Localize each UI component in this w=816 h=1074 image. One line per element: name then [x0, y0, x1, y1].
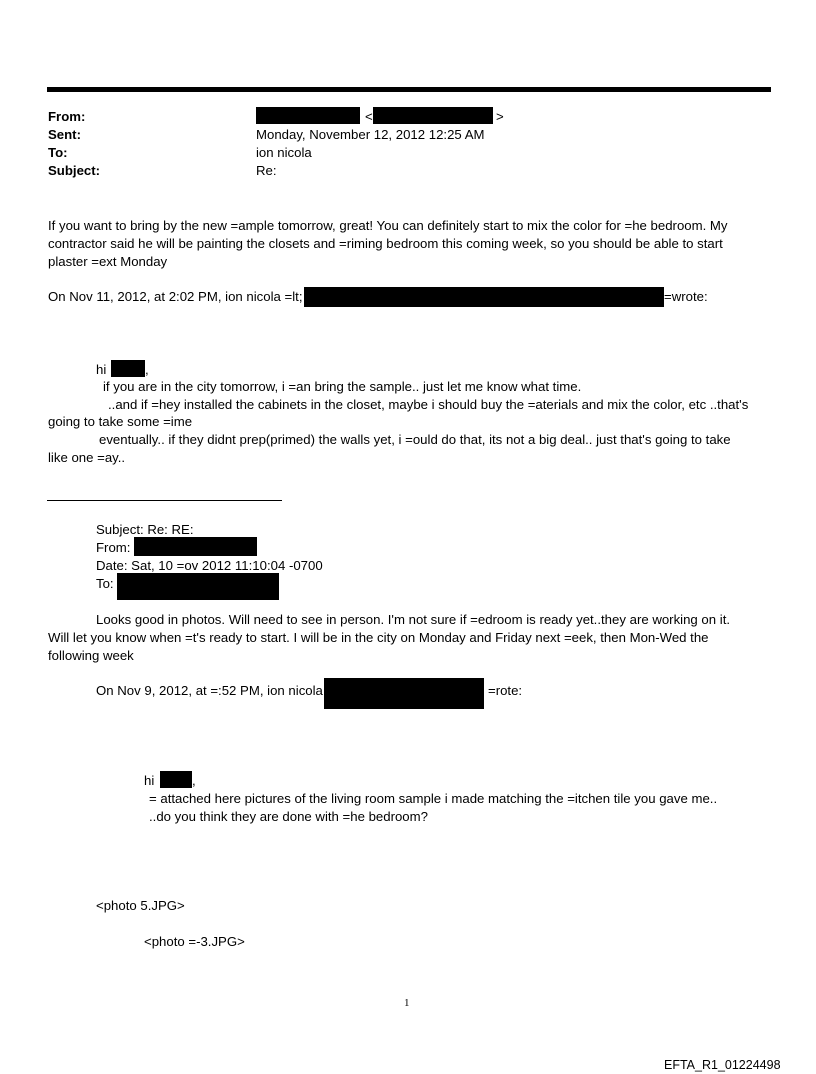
message-line: ..do you think they are done with =he bedroom? — [149, 809, 428, 824]
quote-header-prefix: On Nov 11, 2012, at 2:02 PM, ion nicola =lt; — [48, 289, 303, 304]
page-number: 1 — [404, 997, 410, 1009]
body-line: If you want to bring by the new =ample tomorrow, great! You can definitely start to mix the color for =he bedroom. My — [48, 218, 728, 233]
message-line: = attached here pictures of the living room sample i made matching the =itchen tile you gave me.. — [149, 791, 718, 806]
redaction-box — [160, 771, 192, 788]
redaction-box — [256, 107, 360, 124]
quote-header-suffix: =rote: — [488, 683, 523, 698]
fwd-to-label: To: — [96, 576, 114, 591]
greeting-comma: , — [145, 362, 149, 377]
message-line: eventually.. if they didnt prep(primed) the walls yet, i =ould do that, its not a big deal.. just that's going to take — [99, 432, 731, 447]
message-line: if you are in the city tomorrow, i =an bring the sample.. just let me know what time. — [103, 379, 582, 394]
separator-rule — [47, 500, 282, 501]
to-label: To: — [48, 145, 68, 160]
quote-header-suffix: =wrote: — [664, 289, 708, 304]
greeting: hi — [96, 362, 107, 377]
redaction-box — [324, 678, 484, 709]
attachment-placeholder: <photo 5.JPG> — [96, 898, 185, 913]
to-value: ion nicola — [256, 145, 312, 160]
sent-label: Sent: — [48, 127, 81, 142]
fwd-subject: Subject: Re: RE: — [96, 522, 194, 537]
message-line: like one =ay.. — [48, 450, 126, 465]
fwd-from-label: From: — [96, 540, 131, 555]
body-line: plaster =ext Monday — [48, 254, 168, 269]
header-rule — [47, 87, 771, 92]
greeting: hi — [144, 773, 155, 788]
quote-header-prefix: On Nov 9, 2012, at =:52 PM, ion nicola — [96, 683, 323, 698]
subject-value: Re: — [256, 163, 277, 178]
message-line: ..and if =hey installed the cabinets in the closet, maybe i should buy the =aterials and mix the color, etc ..that's — [108, 397, 749, 412]
redaction-box — [134, 537, 257, 556]
fwd-body-line: Looks good in photos. Will need to see in person. I'm not sure if =edroom is ready yet..they are working on it. — [96, 612, 731, 627]
message-line: going to take some =ime — [48, 414, 193, 429]
redaction-box — [304, 287, 664, 307]
fwd-body-line: Will let you know when =t's ready to start. I will be in the city on Monday and Friday next =eek, then Mon-Wed the — [48, 630, 709, 645]
body-line: contractor said he will be painting the closets and =riming bedroom this coming week, so you should be able to start — [48, 236, 723, 251]
redaction-box — [373, 107, 493, 124]
redaction-box — [111, 360, 145, 377]
sent-value: Monday, November 12, 2012 12:25 AM — [256, 127, 485, 142]
from-label: From: — [48, 109, 86, 124]
fwd-date: Date: Sat, 10 =ov 2012 11:10:04 -0700 — [96, 558, 323, 573]
fwd-body-line: following week — [48, 648, 134, 663]
document-id: EFTA_R1_01224498 — [664, 1058, 781, 1072]
from-gt: > — [496, 109, 504, 124]
redaction-box — [117, 573, 279, 600]
greeting-comma: , — [192, 773, 196, 788]
subject-label: Subject: — [48, 163, 101, 178]
attachment-placeholder: <photo =-3.JPG> — [144, 934, 245, 949]
from-lt: < — [365, 109, 373, 124]
